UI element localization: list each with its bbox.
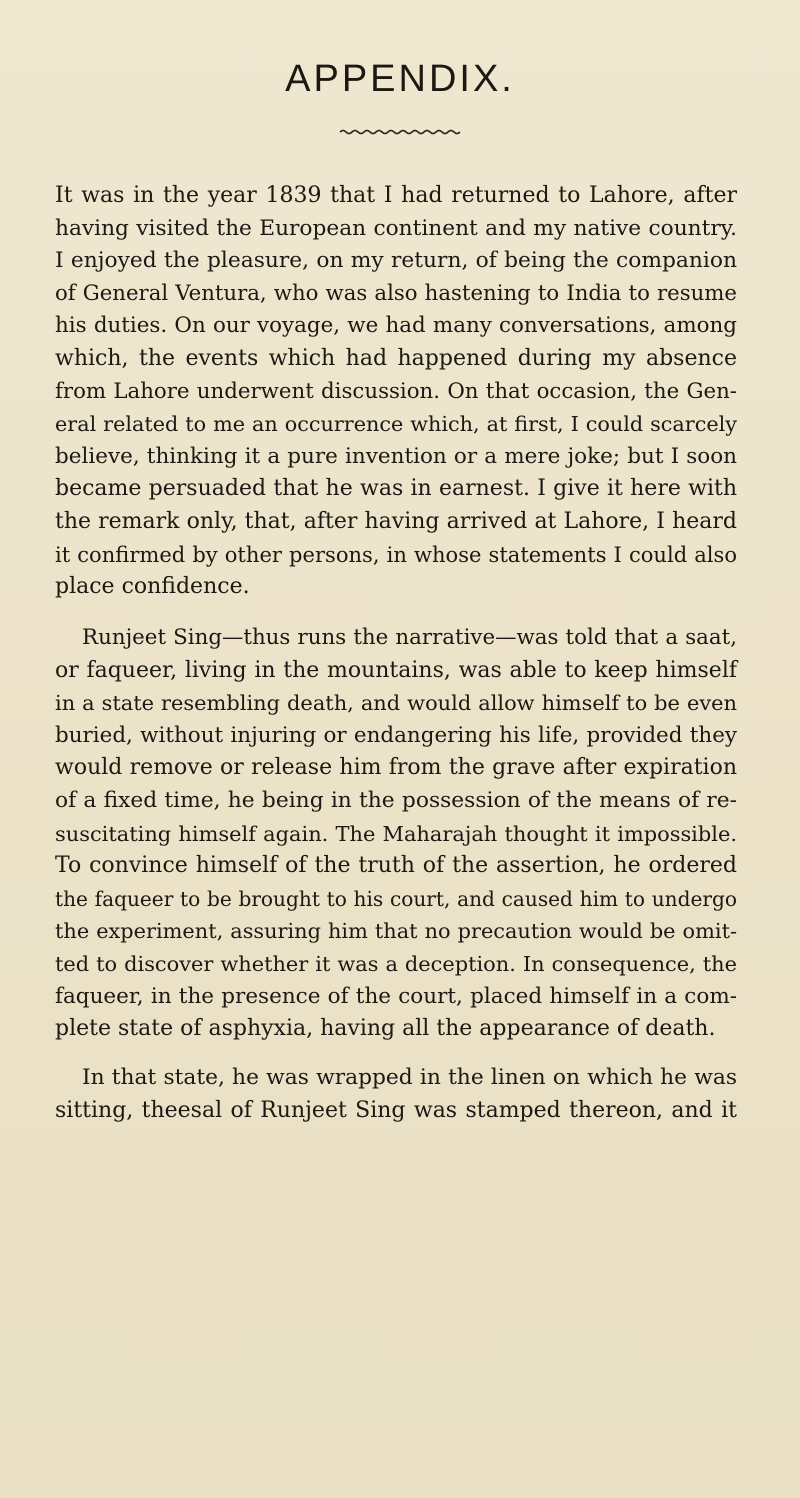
text-line: or faqueer, living in the mountains, was able to keep himself <box>55 657 737 683</box>
text-line: it confirmed by other persons, in whose statements I could also <box>55 541 737 567</box>
text-line: ted to discover whether it was a deception. In consequence, the <box>55 951 737 976</box>
text-line: from Lahore underwent discussion. On that occasion, the Gen- <box>55 378 737 404</box>
text-line: of a fixed time, he being in the possession of the means of re- <box>55 787 737 813</box>
text-line: became persuaded that he was in earnest. I give it here with <box>55 476 737 502</box>
text-line: the remark only, that, after having arrived at Lahore, I heard <box>55 508 737 534</box>
text-line: sitting, theesal of Runjeet Sing was stamped thereon, and it <box>55 1097 737 1123</box>
text-line: plete state of asphyxia, having all the appearance of death. <box>55 1016 716 1042</box>
text-line: Runjeet Sing—thus runs the narrative—was told that a saat, <box>82 625 737 650</box>
text-line: I enjoyed the pleasure, on my return, of being the companion <box>55 248 737 274</box>
text-line: suscitating himself again. The Maharajah thought it impossible. <box>55 821 737 846</box>
text-line: of General Ventura, who was also hastening to India to resume <box>55 280 737 306</box>
text-line: in a state resembling death, and would allow himself to be even <box>55 691 737 716</box>
text-line: his duties. On our voyage, we had many conversations, among <box>55 313 737 339</box>
text-line: believe, thinking it a pure invention or a mere joke; but I soon <box>55 443 737 469</box>
paragraph-1 <box>55 180 737 604</box>
paragraph-3 <box>55 1062 737 1127</box>
text-line: To convince himself of the truth of the assertion, he ordered <box>55 853 737 879</box>
text-line: would remove or release him from the grave after expiration <box>55 755 737 781</box>
text-line: the faqueer to be brought to his court, and caused him to undergo <box>55 886 737 911</box>
text-line: place confidence. <box>55 574 250 600</box>
text-line: which, the events which had happened during my absence <box>55 345 737 371</box>
text-line: the experiment, assuring him that no precaution would be omit- <box>55 919 737 944</box>
text-line: buried, without injuring or endangering his life, provided they <box>55 722 737 748</box>
text-line: In that state, he was wrapped in the linen on which he was <box>82 1065 737 1090</box>
wavy-rule-ornament <box>338 128 462 136</box>
text-line: faqueer, in the presence of the court, placed himself in a com- <box>55 983 737 1009</box>
paragraph-2 <box>55 622 737 1046</box>
appendix-heading: APPENDIX. <box>285 58 515 100</box>
text-line: eral related to me an occurrence which, at first, I could scarcely <box>55 412 737 437</box>
text-line: having visited the European continent and my native country. <box>55 215 737 241</box>
text-line: It was in the year 1839 that I had returned to Lahore, after <box>55 183 737 208</box>
